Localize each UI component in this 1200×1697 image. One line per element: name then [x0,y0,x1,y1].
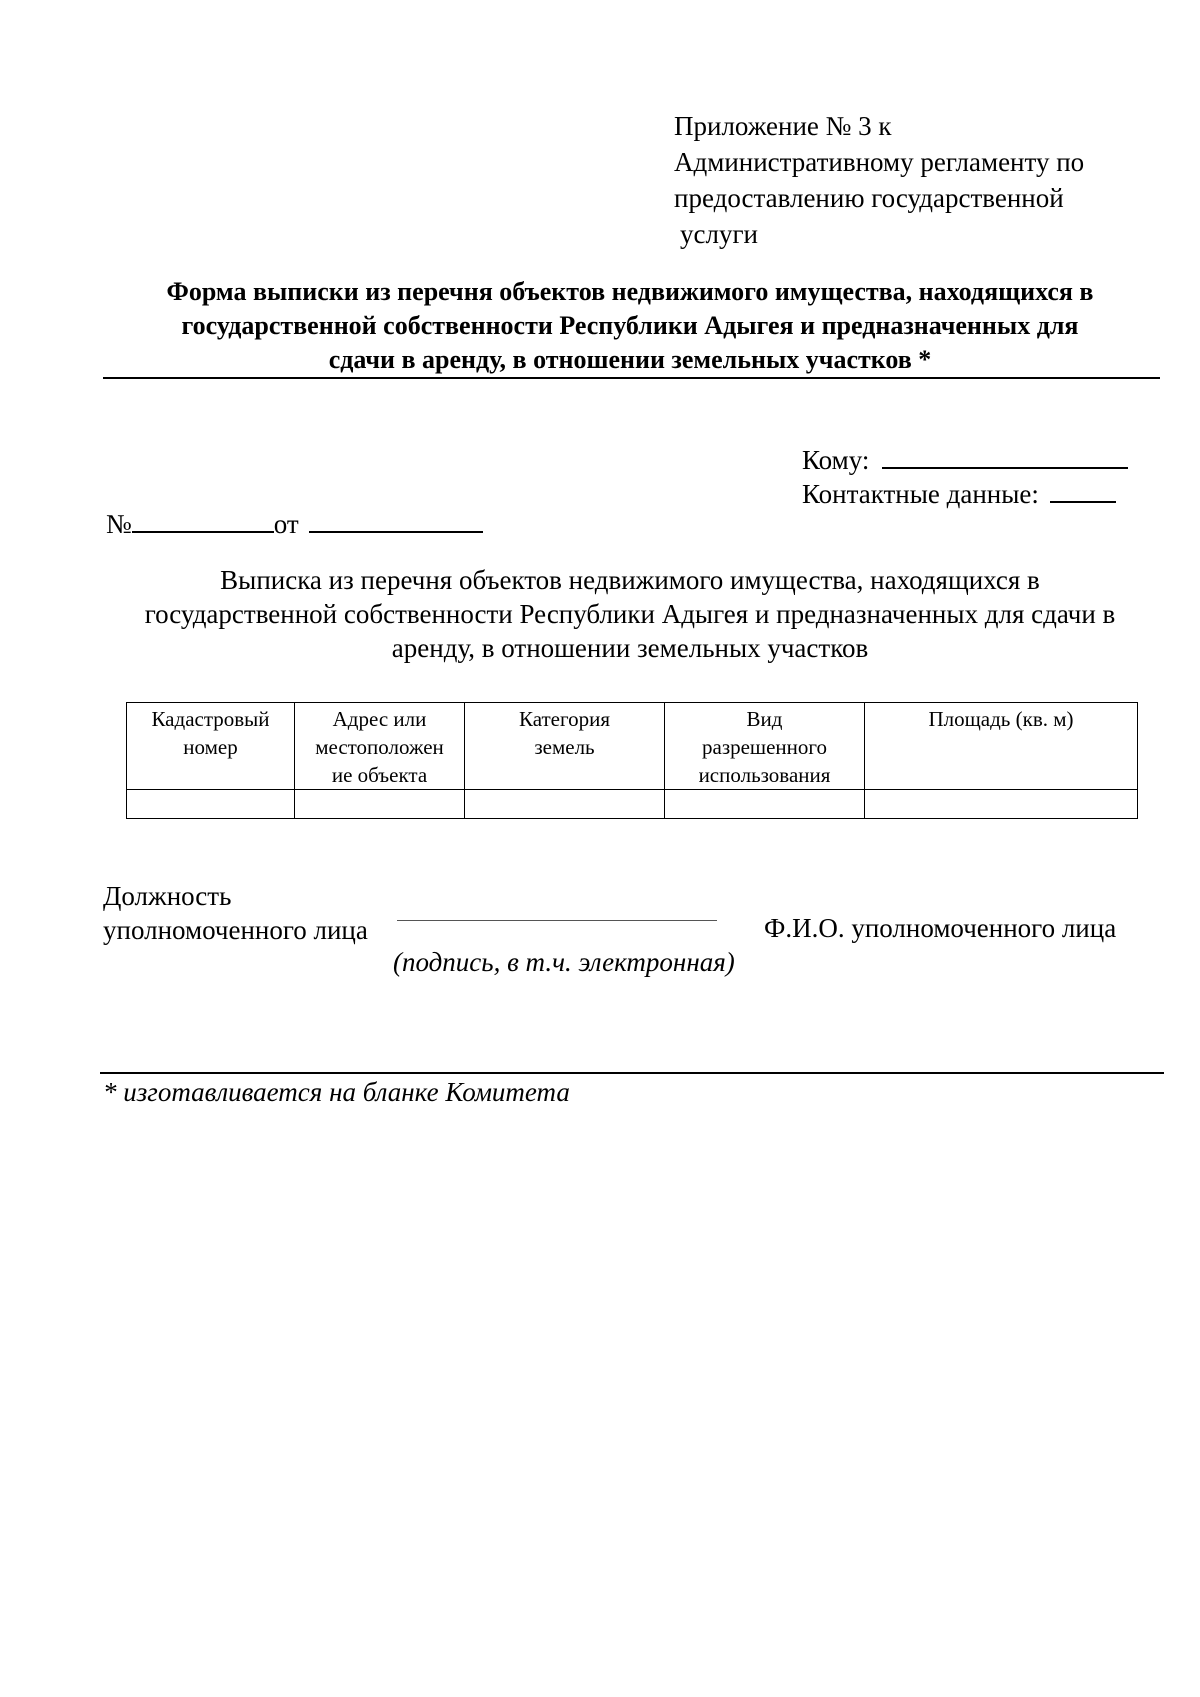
recipient-to-label: Кому: [802,445,870,475]
recipient-to-blank[interactable] [882,447,1128,469]
recipient-block [802,443,1128,511]
header-address: Адрес или местоположен ие объекта [295,703,465,790]
document-number-line [106,507,483,541]
form-title [100,275,1160,377]
signature-caption: (подпись, в т.ч. электронная) [393,947,735,977]
extract-heading-line-1: Выписка из перечня объектов недвижимого имущества, находящихся в [220,565,1040,595]
table-row [127,790,1138,819]
header-cadastral-number: Кадастровый номер [127,703,295,790]
appendix-reference [674,108,1154,252]
table-header-row [127,703,1138,790]
appendix-line-1: Приложение № 3 к [674,111,892,141]
document-date-blank[interactable] [309,511,483,533]
cell-cadastral-number[interactable] [127,790,295,819]
appendix-line-2: Административному регламенту по [674,147,1085,177]
extract-heading [100,563,1160,665]
recipient-contact-row [802,477,1128,511]
recipient-contact-label: Контактные данные: [802,479,1039,509]
cell-permitted-use[interactable] [665,790,865,819]
authorized-person-name: Ф.И.О. уполномоченного лица [764,913,1117,943]
appendix-line-4: услуги [680,219,758,249]
header-land-category: Категория земель [465,703,665,790]
title-divider [103,377,1160,379]
header-area: Площадь (кв. м) [865,703,1138,790]
extract-heading-line-3: аренду, в отношении земельных участков [391,633,869,663]
signature-blank[interactable] [397,920,717,921]
cell-area[interactable] [865,790,1138,819]
footnote-divider [100,1072,1164,1074]
position-line-1: Должность [103,881,232,911]
cell-land-category[interactable] [465,790,665,819]
position-label [103,879,368,947]
number-sign: № [106,509,132,539]
header-permitted-use: Вид разрешенного использования [665,703,865,790]
recipient-to-row [802,443,1128,477]
form-title-line-1: Форма выписки из перечня объектов недвижимого имущества, находящихся в [166,277,1094,306]
form-title-line-3: сдачи в аренду, в отношении земельных участков * [328,345,932,374]
date-from-label: от [273,509,299,539]
document-number-blank[interactable] [132,511,274,533]
position-line-2: уполномоченного лица [103,915,368,945]
footnote: * изготавливается на бланке Комитета [103,1077,570,1107]
form-title-line-2: государственной собственности Республики Адыгея и предназначенных для [181,311,1079,340]
appendix-line-3: предоставлению государственной [674,183,1064,213]
extract-heading-line-2: государственной собственности Республики Адыгея и предназначенных для сдачи в [144,599,1116,629]
land-plots-table [126,702,1138,819]
recipient-contact-blank[interactable] [1050,481,1116,503]
cell-address[interactable] [295,790,465,819]
